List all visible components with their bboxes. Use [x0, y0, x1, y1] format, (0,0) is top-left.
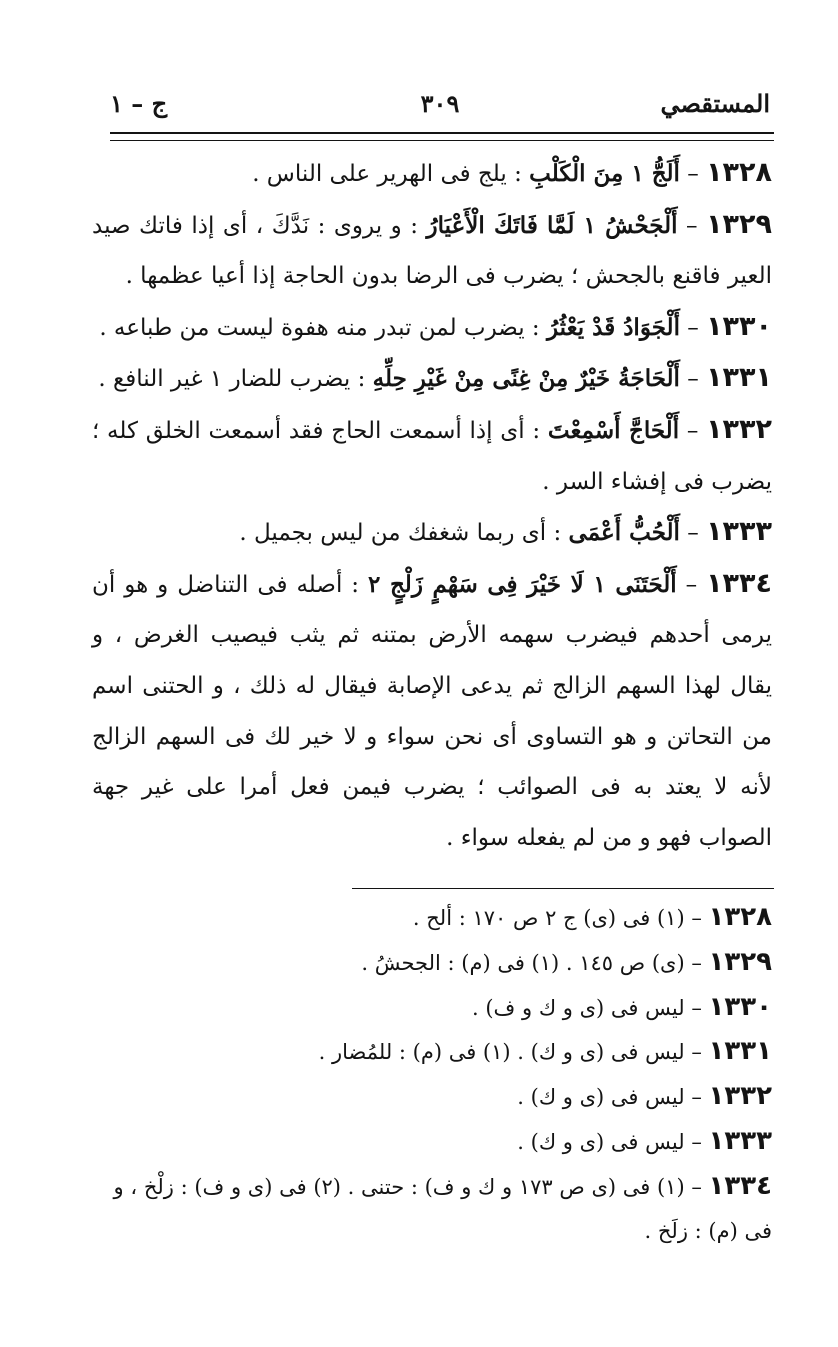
entry-1334: ١٣٣٤ – أَلْحَتَنَى ١ لَا خَيْرَ فِى سَهْمٍ زَلْجٍ ٢ : أصله فى التناضل و هو أن يرمى أحدهم فيضرب سهمه الأرض بمتنه ثم يثب فيصيب الغرض ، و يقال لهذا السهم الزالج ثم يدعى الإصابة فيقال له ذلك ، و الحتنى اسم من التحاتن و هو التساوى أى نحن سواء و لا خير لك فى السهم الزالج لأنه لا يعتد به فى الصوائب ؛ يضرب فيمن فعل أمرا على غير جهة الصواب فهو و من لم يفعله سواء . — [92, 567, 772, 851]
footnote-number: ١٣٣٢ — [708, 1081, 772, 1112]
proverb-text: أَلْحَاجَةُ خَيْرٌ مِنْ غِنًى مِنْ غَيْرِ حِلِّهِ — [372, 365, 680, 393]
footnote-1330: ١٣٣٠ – ليس فى (ى و ك و ف) . — [472, 991, 772, 1022]
entry-1332: ١٣٣٢ – أَلْحَاجَّ أَسْمِعْتَ : أى إذا أسمعت الحاج فقد أسمعت الخلق كله ؛ يضرب فى إفشاء السر . — [92, 413, 772, 495]
footnote-number: ١٣٣٠ — [708, 991, 772, 1022]
entry-1331: ١٣٣١ – أَلْحَاجَةُ خَيْرٌ مِنْ غِنًى مِنْ غَيْرِ حِلِّهِ : يضرب للضار ١ غير النافع . — [98, 362, 772, 394]
proverb-text: أَلْجَوَادُ قَدْ يَعْثُرُ — [546, 313, 680, 341]
footnote-1328: ١٣٢٨ – (١) فى (ى) ج ٢ ص ١٧٠ : ألح . — [412, 902, 772, 932]
entry-number: ١٣٣٠ — [706, 310, 772, 342]
footnote-number: ١٣٣٣ — [708, 1125, 772, 1156]
header-rule — [110, 132, 774, 141]
entry-1330: ١٣٣٠ – أَلْجَوَادُ قَدْ يَعْثُرُ : يضرب لمن تبدر منه هفوة ليست من طباعه . — [99, 310, 772, 342]
entry-explanation: : أصله فى التناضل و هو أن يرمى أحدهم فيضرب سهمه الأرض بمتنه ثم يثب فيصيب الغرض ، و يقال لهذا السهم الزالج ثم يدعى الإصابة فيقال له ذلك ، و الحتنى اسم من التحاتن و هو التساوى أى نحن سواء و لا خير لك فى السهم الزالج لأنه لا يعتد به فى الصوائب ؛ يضرب فيمن فعل أمرا على غير جهة الصواب فهو و من لم يفعله سواء . — [92, 571, 772, 851]
footnote-1329: ١٣٢٩ – (ى) ص ١٤٥ . (١) فى (م) : الجحشُ . — [361, 946, 772, 977]
entry-number: ١٣٣٣ — [706, 516, 772, 548]
footnote-1332: ١٣٣٢ – ليس فى (ى و ك) . — [517, 1081, 772, 1112]
entry-explanation: : يضرب للضار ١ غير النافع . — [98, 366, 373, 393]
entry-number: ١٣٣٤ — [706, 567, 772, 599]
footnote-text: (١) فى (ى) ج ٢ ص ١٧٠ : ألح . — [412, 906, 685, 930]
proverb-text: أَلْحَاجَّ أَسْمِعْتَ — [547, 416, 680, 444]
entry-explanation: : يضرب لمن تبدر منه هفوة ليست من طباعه . — [99, 314, 547, 341]
volume-label: ج – ١ — [110, 89, 168, 118]
proverb-text: أَلْجَحْشُ ١ لَمَّا فَاتَكَ الْأَعْيَارُ — [426, 211, 678, 239]
footnote-number: ١٣٣٤ — [708, 1170, 772, 1201]
entry-1333: ١٣٣٣ – أَلْحُبُّ أَعْمَى : أى ربما شغفك من ليس بجميل . — [239, 516, 772, 548]
footnote-number: ١٣٣١ — [708, 1036, 772, 1067]
footnote-number: ١٣٢٨ — [708, 902, 772, 932]
entry-explanation: : يلج فى الهرير على الناس . — [252, 161, 530, 187]
footnote-text: ليس فى (ى و ك) . — [517, 1129, 685, 1154]
footnote-number: ١٣٢٩ — [708, 946, 772, 977]
footnote-text: ليس فى (ى و ك) . (١) فى (م) : للمُضار . — [318, 1040, 685, 1065]
footnote-text: ليس فى (ى و ك) . — [517, 1085, 685, 1110]
page-header — [110, 86, 770, 126]
entry-number: ١٣٢٩ — [706, 208, 772, 240]
entry-1328: ١٣٢٨ – أَلَجُّ ١ مِنَ الْكَلْبِ : يلج فى الهرير على الناس . — [252, 157, 772, 188]
footnote-1333: ١٣٣٣ – ليس فى (ى و ك) . — [517, 1125, 772, 1156]
entry-explanation: : و يروى : نَدَّكَ ، أى إذا فاتك صيد العير فاقنع بالجحش ؛ يضرب فى الرضا بدون الحاجة إذا أعيا عظمها . — [92, 212, 772, 290]
proverb-text: أَلْحُبُّ أَعْمَى — [568, 519, 680, 547]
footnote-text: ليس فى (ى و ك و ف) . — [472, 995, 685, 1020]
entry-number: ١٣٣٢ — [706, 413, 772, 445]
entry-number: ١٣٣١ — [706, 362, 772, 394]
proverb-text: أَلْحَتَنَى ١ لَا خَيْرَ فِى سَهْمٍ زَلْجٍ ٢ — [367, 570, 677, 598]
proverb-entries — [92, 148, 772, 863]
footnote-text: (١) فى (ى ص ١٧٣ و ك و ف) : حتنى . (٢) فى (ى و ف) : زلْخ ، و فى (م) : زلَخ . — [113, 1174, 772, 1243]
entry-1329: ١٣٢٩ – أَلْجَحْشُ ١ لَمَّا فَاتَكَ الْأَعْيَارُ : و يروى : نَدَّكَ ، أى إذا فاتك صيد العير فاقنع بالجحش ؛ يضرب فى الرضا بدون الحاجة إذا أعيا عظمها . — [92, 208, 772, 290]
running-title: المستقصي — [660, 89, 770, 118]
proverb-text: أَلَجُّ ١ مِنَ الْكَلْبِ — [529, 160, 680, 187]
footnote-rule — [352, 888, 774, 889]
footnote-1331: ١٣٣١ – ليس فى (ى و ك) . (١) فى (م) : للمُضار . — [318, 1036, 772, 1067]
footnote-1334: ١٣٣٤ – (١) فى (ى ص ١٧٣ و ك و ف) : حتنى . (٢) فى (ى و ف) : زلْخ ، و فى (م) : زلَخ . — [113, 1170, 772, 1243]
footnotes — [92, 896, 772, 1253]
entry-explanation: : أى إذا أسمعت الحاج فقد أسمعت الخلق كله ؛ يضرب فى إفشاء السر . — [92, 417, 772, 495]
page-number: ٣٠٩ — [420, 89, 460, 118]
footnote-text: (ى) ص ١٤٥ . (١) فى (م) : الجحشُ . — [361, 950, 685, 975]
entry-explanation: : أى ربما شغفك من ليس بجميل . — [239, 520, 569, 547]
entry-number: ١٣٢٨ — [706, 157, 772, 188]
